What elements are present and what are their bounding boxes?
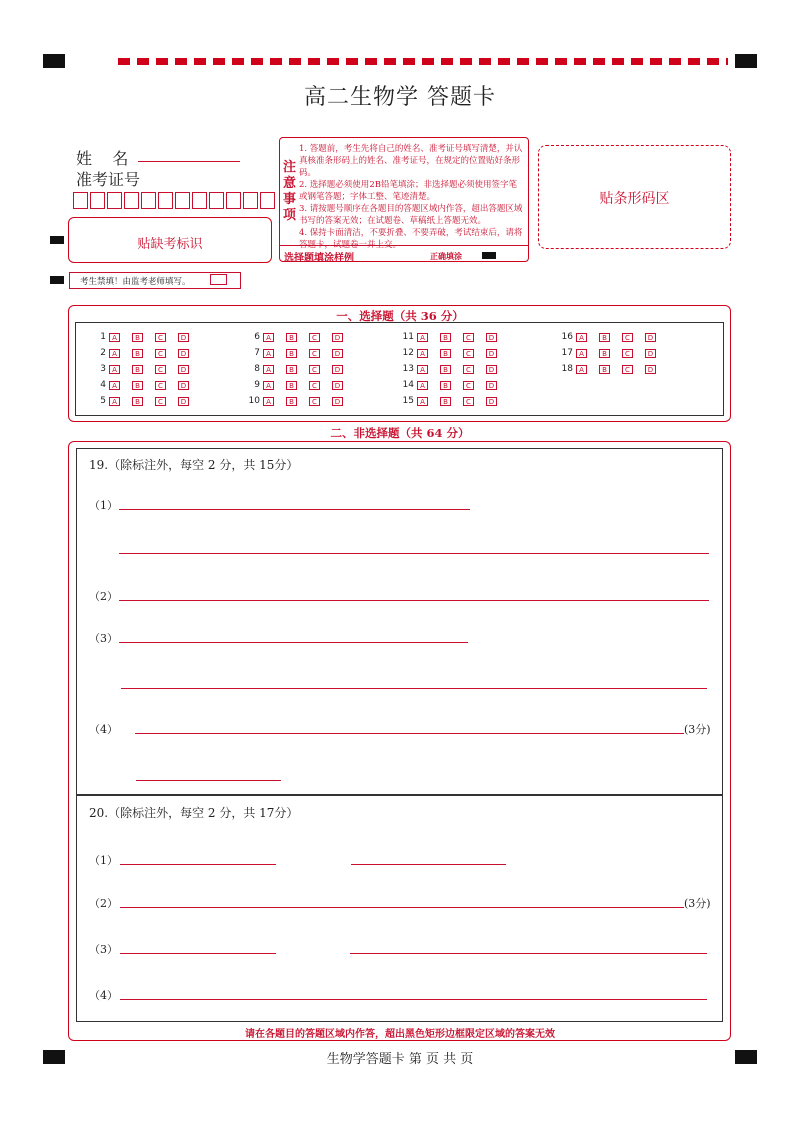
mc-option-b[interactable]: B (286, 381, 297, 390)
q20-part2-label: （2） (89, 897, 118, 910)
q20-heading: 20.（除标注外，每空 2 分，共 17分） (89, 806, 299, 820)
mc-question-number: 15 (402, 396, 414, 406)
id-digit-box[interactable] (192, 192, 207, 209)
name-field[interactable] (138, 146, 240, 162)
mc-option-a[interactable]: A (263, 349, 274, 358)
mc-option-a[interactable]: A (576, 333, 587, 342)
mc-question-1 (86, 332, 201, 342)
mc-option-d[interactable]: D (645, 333, 656, 342)
mc-question-number: 16 (561, 332, 573, 342)
sample-label: 选择题填涂样例 (284, 253, 354, 264)
mc-option-c[interactable]: C (622, 333, 633, 342)
mc-question-2 (86, 348, 201, 358)
mc-option-a[interactable]: A (263, 397, 274, 406)
q20-part3-line-a[interactable] (120, 953, 276, 954)
mc-question-number: 14 (402, 380, 414, 390)
mc-option-d[interactable]: D (332, 349, 343, 358)
mc-question-number: 6 (254, 332, 260, 342)
mc-option-c[interactable]: C (155, 381, 166, 390)
id-digit-box[interactable] (243, 192, 258, 209)
mc-question-9 (240, 380, 355, 390)
mc-option-a[interactable]: A (109, 333, 120, 342)
q19-part3-line-a[interactable] (119, 642, 468, 643)
mc-question-3 (86, 364, 201, 374)
mc-question-17 (553, 348, 668, 358)
q19-part1-label: （1） (89, 499, 118, 512)
mc-option-d[interactable]: D (645, 349, 656, 358)
mc-question-13 (394, 364, 509, 374)
mc-option-c[interactable]: C (309, 365, 320, 374)
mc-option-d[interactable]: D (486, 349, 497, 358)
mc-question-number: 18 (561, 364, 573, 374)
id-label: 准考证号 (76, 170, 141, 189)
id-digit-box[interactable] (73, 192, 88, 209)
id-digit-box[interactable] (107, 192, 122, 209)
absent-mark-label: 贴缺考标识 (137, 237, 203, 252)
mc-option-b[interactable]: B (286, 349, 297, 358)
page-footer: 生物学答题卡 第 页 共 页 (326, 1052, 474, 1067)
mc-section-title: 一、选择题（共 36 分） (336, 309, 464, 323)
mc-option-a[interactable]: A (576, 365, 587, 374)
q19-part2-label: （2） (89, 590, 118, 603)
notice-items (299, 143, 525, 251)
mc-question-8 (240, 364, 355, 374)
mc-option-a[interactable]: A (263, 365, 274, 374)
mc-option-b[interactable]: B (440, 365, 451, 374)
mc-option-d[interactable]: D (645, 365, 656, 374)
mc-option-c[interactable]: C (309, 381, 320, 390)
id-digit-box[interactable] (209, 192, 224, 209)
correct-fill-sample (482, 252, 496, 259)
timing-dash (118, 58, 728, 65)
mc-option-d[interactable]: D (332, 381, 343, 390)
mc-question-number: 4 (100, 380, 106, 390)
q19-part4-line-b[interactable] (136, 780, 281, 781)
id-digit-box[interactable] (90, 192, 105, 209)
mc-question-number: 10 (248, 396, 260, 406)
notice-item-1: 1. 答题前，考生先将自己的姓名、准考证号填写清楚，并认真核准条形码上的姓名、准考证号，在规定的位置贴好条形码。 (299, 144, 523, 178)
mc-option-c[interactable]: C (463, 349, 474, 358)
mc-question-16 (553, 332, 668, 342)
mc-option-a[interactable]: A (109, 397, 120, 406)
mc-option-c[interactable]: C (309, 333, 320, 342)
mc-question-number: 1 (100, 332, 106, 342)
mc-option-d[interactable]: D (178, 381, 189, 390)
mc-question-5 (86, 396, 201, 406)
mc-question-4 (86, 380, 201, 390)
mc-option-d[interactable]: D (486, 333, 497, 342)
corner-mark-tl (43, 54, 65, 68)
mc-option-c[interactable]: C (463, 381, 474, 390)
mc-option-c[interactable]: C (622, 365, 633, 374)
mc-question-15 (394, 396, 509, 406)
page-title: 高二生物学 答题卡 (304, 85, 496, 110)
mc-question-number: 17 (561, 348, 573, 358)
q19-part4-label: （4） (89, 723, 118, 736)
mc-option-d[interactable]: D (332, 365, 343, 374)
id-digit-box[interactable] (141, 192, 156, 209)
mc-option-a[interactable]: A (263, 381, 274, 390)
q19-part1-line-a[interactable] (119, 509, 470, 510)
id-digit-box[interactable] (158, 192, 173, 209)
mc-option-c[interactable]: C (309, 349, 320, 358)
open-section-title: 二、非选择题（共 64 分） (330, 426, 470, 440)
notice-item-2: 2. 选择题必须使用2B铅笔填涂；非选择题必须使用签字笔或钢笔答题；字体工整、笔迹清楚。 (299, 180, 517, 202)
q20-part4-line[interactable] (120, 999, 707, 1000)
proctor-check[interactable] (210, 274, 227, 285)
mc-option-c[interactable]: C (463, 397, 474, 406)
mc-option-d[interactable]: D (332, 333, 343, 342)
mc-option-d[interactable]: D (332, 397, 343, 406)
mc-option-a[interactable]: A (109, 349, 120, 358)
q19-frame (76, 448, 723, 795)
mc-option-d[interactable]: D (486, 397, 497, 406)
mc-option-a[interactable]: A (109, 381, 120, 390)
q20-part1-line-b[interactable] (351, 864, 506, 865)
corner-mark-tr (735, 54, 757, 68)
mc-option-a[interactable]: A (417, 365, 428, 374)
barcode-label: 贴条形码区 (599, 191, 670, 207)
q19-heading: 19.（除标注外，每空 2 分，共 15分） (89, 458, 299, 472)
correct-label: 正确填涂 (430, 251, 462, 261)
mc-question-number: 3 (100, 364, 106, 374)
mc-option-b[interactable]: B (440, 349, 451, 358)
mc-option-c[interactable]: C (463, 333, 474, 342)
q20-part3-label: （3） (89, 943, 118, 956)
mc-option-c[interactable]: C (622, 349, 633, 358)
mc-question-number: 9 (254, 380, 260, 390)
mc-option-a[interactable]: A (417, 397, 428, 406)
side-mark-2 (50, 276, 64, 284)
notice-side-label: 注意事项 (283, 160, 297, 223)
notice-item-3: 3. 请按题号顺序在各题目的答题区域内作答，超出答题区域书写的答案无效；在试题卷、草稿纸上答题无效。 (299, 204, 523, 226)
id-digit-box[interactable] (124, 192, 139, 209)
mc-option-c[interactable]: C (155, 365, 166, 374)
q19-part2-line[interactable] (119, 600, 709, 601)
mc-option-b[interactable]: B (286, 397, 297, 406)
q19-part1-line-b[interactable] (119, 553, 709, 554)
mc-option-a[interactable]: A (417, 349, 428, 358)
mc-option-d[interactable]: D (486, 365, 497, 374)
mc-option-b[interactable]: B (132, 397, 143, 406)
side-mark-1 (50, 236, 64, 244)
mc-option-b[interactable]: B (440, 381, 451, 390)
mc-option-b[interactable]: B (440, 397, 451, 406)
notice-divider (279, 245, 529, 246)
q20-frame (76, 795, 723, 1022)
mc-question-10 (240, 396, 355, 406)
mc-option-a[interactable]: A (417, 333, 428, 342)
q20-part1-line-a[interactable] (120, 864, 276, 865)
mc-option-c[interactable]: C (463, 365, 474, 374)
mc-option-d[interactable]: D (178, 365, 189, 374)
mc-option-c[interactable]: C (155, 333, 166, 342)
mc-question-number: 5 (100, 396, 106, 406)
q19-part4-line-a[interactable] (135, 733, 684, 734)
proctor-note: 考生禁填！由监考老师填写。 (80, 277, 191, 287)
mc-option-a[interactable]: A (263, 333, 274, 342)
mc-question-number: 11 (402, 332, 414, 342)
mc-option-b[interactable]: B (132, 333, 143, 342)
mc-option-b[interactable]: B (599, 349, 610, 358)
mc-option-a[interactable]: A (417, 381, 428, 390)
mc-option-b[interactable]: B (132, 365, 143, 374)
q20-part1-label: （1） (89, 854, 118, 867)
mc-option-d[interactable]: D (178, 333, 189, 342)
q19-part4-points: (3分) (684, 723, 711, 736)
id-digit-box[interactable] (260, 192, 275, 209)
mc-option-b[interactable]: B (132, 349, 143, 358)
mc-option-d[interactable]: D (486, 381, 497, 390)
mc-option-d[interactable]: D (178, 349, 189, 358)
q20-part4-label: （4） (89, 989, 118, 1002)
mc-option-b[interactable]: B (132, 381, 143, 390)
q20-part3-line-b[interactable] (350, 953, 707, 954)
mc-option-c[interactable]: C (155, 397, 166, 406)
mc-question-6 (240, 332, 355, 342)
mc-question-14 (394, 380, 509, 390)
notice-item-4: 4. 保持卡面清洁，不要折叠、不要弄破，考试结束后，请将答题卡，试题卷一并上交。 (299, 228, 523, 250)
mc-question-7 (240, 348, 355, 358)
mc-option-a[interactable]: A (576, 349, 587, 358)
mc-question-number: 2 (100, 348, 106, 358)
mc-option-d[interactable]: D (178, 397, 189, 406)
mc-option-b[interactable]: B (440, 333, 451, 342)
q20-part2-line[interactable] (120, 907, 684, 908)
mc-option-c[interactable]: C (309, 397, 320, 406)
mc-question-number: 7 (254, 348, 260, 358)
q19-part3-line-b[interactable] (121, 688, 707, 689)
mc-option-b[interactable]: B (286, 365, 297, 374)
mc-question-number: 13 (402, 364, 414, 374)
boundary-warning: 请在各题目的答题区域内作答，超出黑色矩形边框限定区域的答案无效 (245, 1029, 555, 1040)
mc-option-a[interactable]: A (109, 365, 120, 374)
mc-question-12 (394, 348, 509, 358)
mc-option-b[interactable]: B (286, 333, 297, 342)
q20-part2-points: (3分) (684, 897, 711, 910)
name-label: 姓 名 (76, 149, 129, 168)
mc-question-11 (394, 332, 509, 342)
mc-option-b[interactable]: B (599, 333, 610, 342)
id-grid[interactable] (73, 192, 277, 209)
mc-option-b[interactable]: B (599, 365, 610, 374)
id-digit-box[interactable] (175, 192, 190, 209)
mc-option-c[interactable]: C (155, 349, 166, 358)
mc-question-18 (553, 364, 668, 374)
q19-part3-label: （3） (89, 632, 118, 645)
mc-question-number: 8 (254, 364, 260, 374)
mc-question-number: 12 (402, 348, 414, 358)
id-digit-box[interactable] (226, 192, 241, 209)
